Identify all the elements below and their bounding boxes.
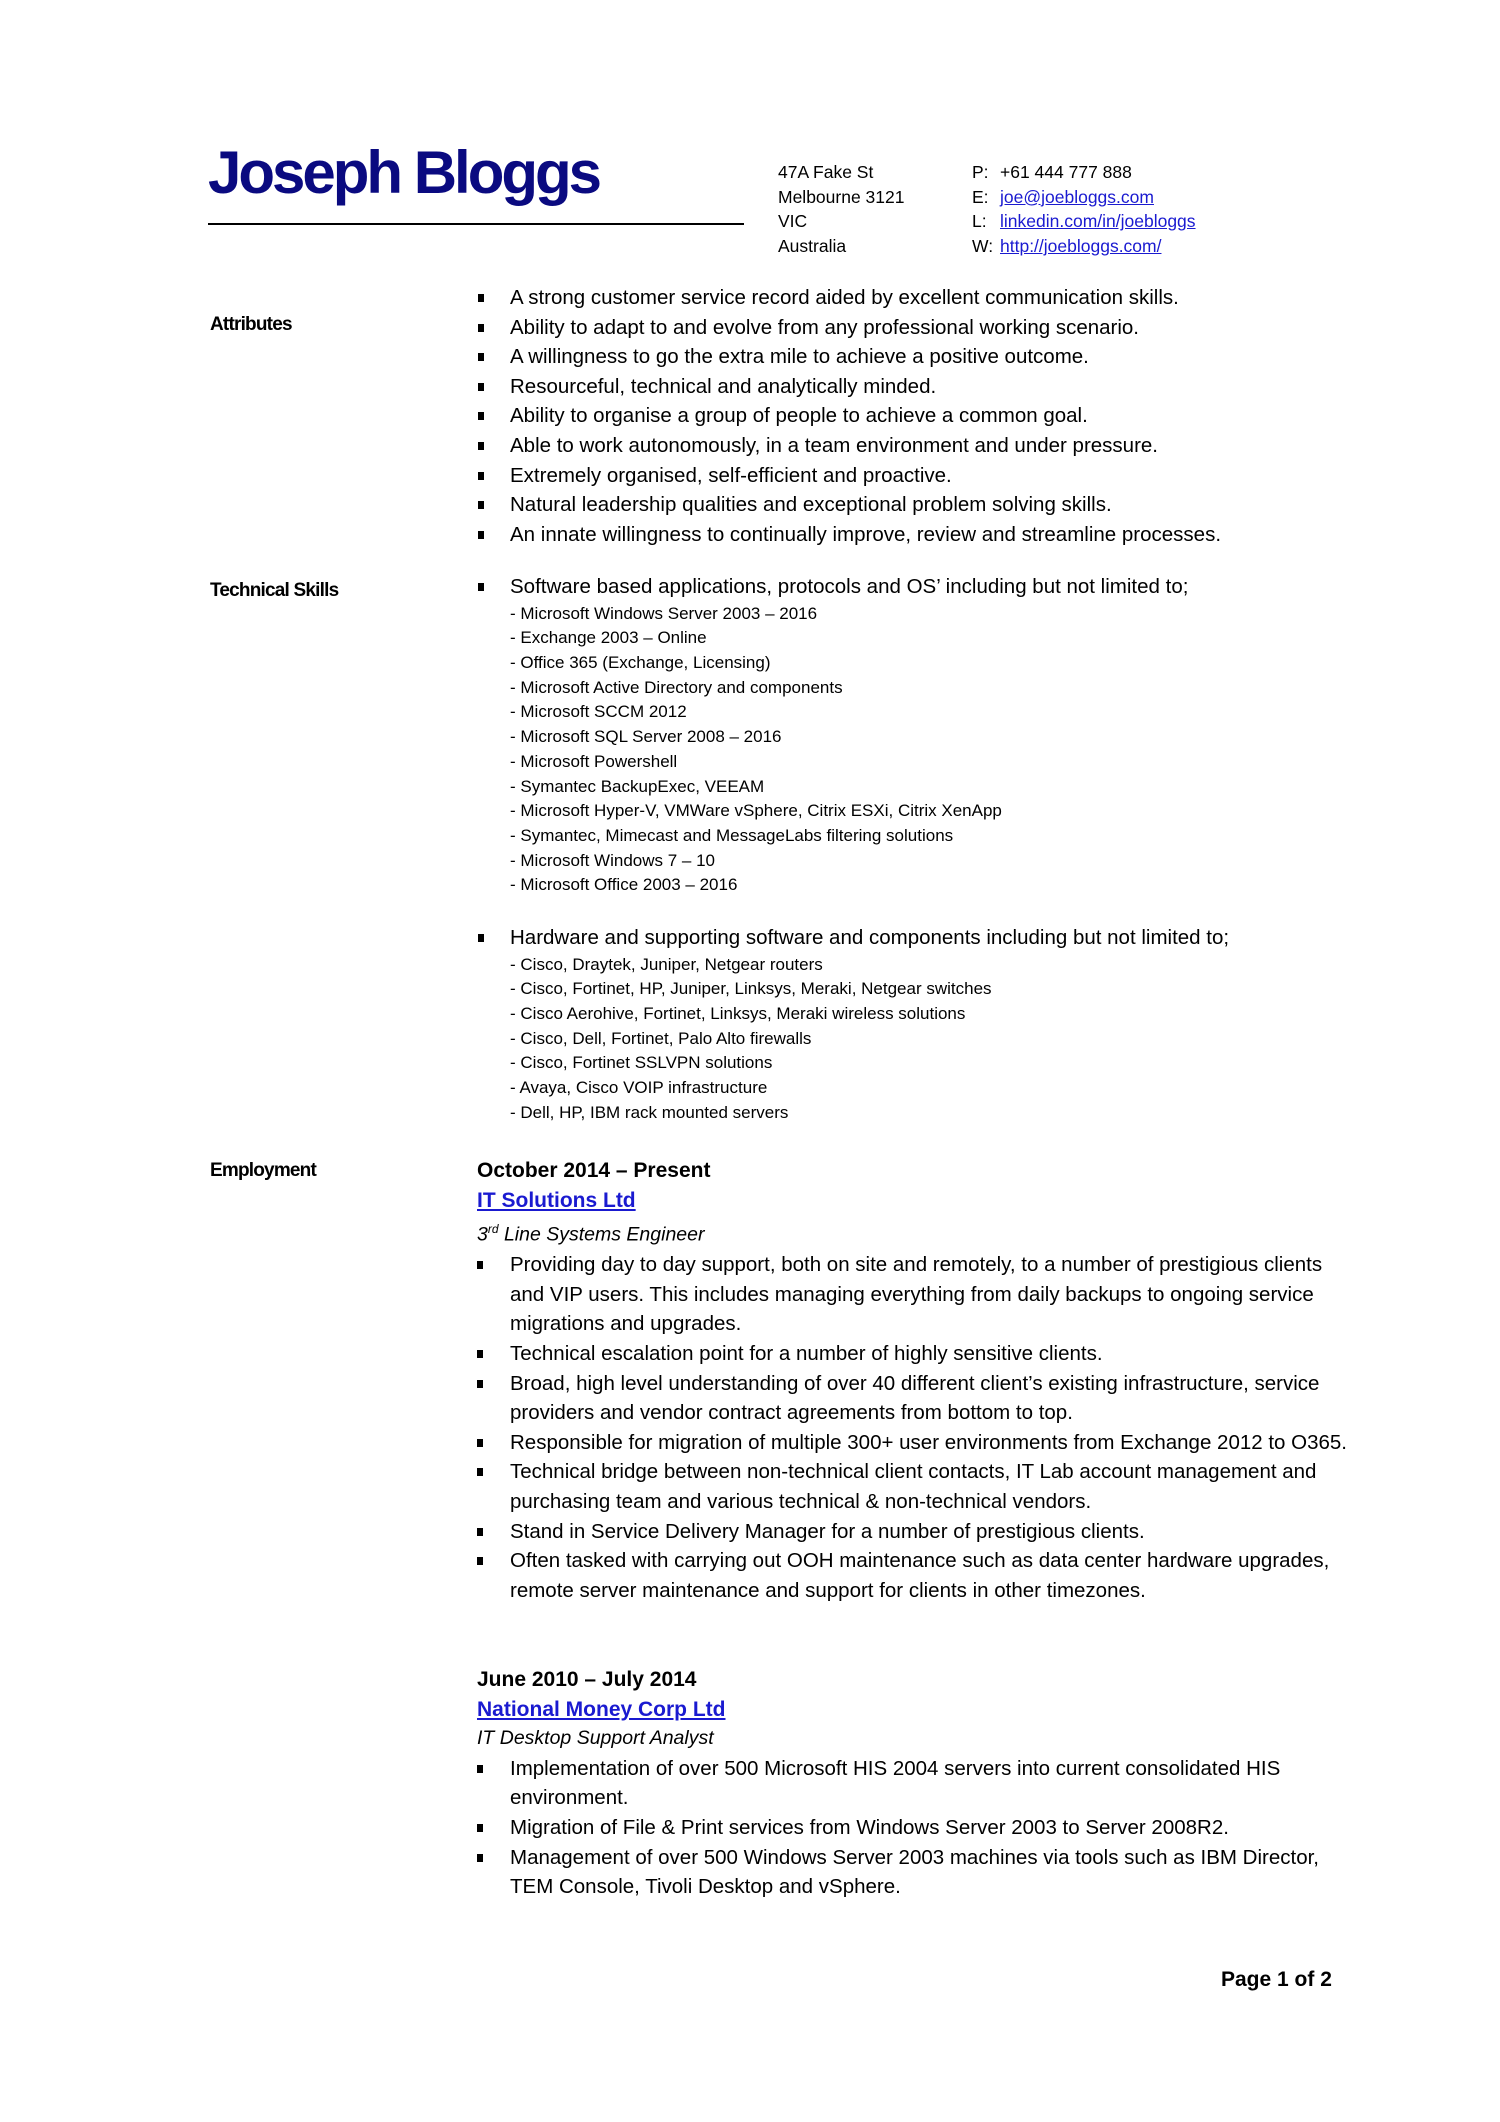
- skill-item: - Symantec BackupExec, VEEAM: [510, 776, 765, 796]
- job-entry: [477, 1665, 1357, 1902]
- skill-item: - Cisco, Draytek, Juniper, Netgear routers: [510, 954, 823, 974]
- job-duty-text: Stand in Service Delivery Manager for a number of prestigious clients.: [510, 1519, 1145, 1543]
- bullet-icon: [478, 353, 484, 361]
- bullet-icon: [477, 1854, 483, 1862]
- attribute-item: [478, 372, 1221, 402]
- phone-value: +61 444 777 888: [1000, 162, 1132, 182]
- attribute-text: A strong customer service record aided by excellent communication skills.: [510, 286, 1179, 309]
- job-duty: [477, 1250, 1357, 1339]
- attribute-item: [478, 520, 1221, 550]
- attribute-text: Ability to adapt to and evolve from any professional working scenario.: [510, 315, 1140, 339]
- job-title-rest: Line Systems Engineer: [498, 1223, 705, 1246]
- section-label-attributes: Attributes: [210, 314, 292, 335]
- section-label-employment: Employment: [210, 1160, 317, 1181]
- skill-group: [478, 572, 1188, 898]
- attribute-text: Ability to organise a group of people to achieve a common goal.: [510, 404, 1088, 428]
- bullet-icon: [477, 1824, 483, 1832]
- skill-group: [478, 923, 1229, 1126]
- address-line: 47A Fake St: [778, 162, 874, 182]
- website-link[interactable]: http://joebloggs.com/: [1000, 236, 1162, 257]
- job-duty: [477, 1546, 1357, 1605]
- attribute-text: Extremely organised, self-efficient and proactive.: [510, 463, 952, 487]
- job-entry: [477, 1156, 1357, 1605]
- attribute-item: [478, 283, 1221, 313]
- bullet-icon: [478, 324, 484, 332]
- skill-item: - Cisco, Fortinet, HP, Juniper, Linksys, Meraki, Netgear switches: [510, 979, 992, 999]
- bullet-icon: [478, 472, 484, 480]
- bullet-icon: [477, 1557, 483, 1565]
- bullet-icon: [477, 1765, 483, 1773]
- bullet-icon: [477, 1439, 483, 1447]
- job-duty: [477, 1813, 1357, 1843]
- bullet-icon: [478, 383, 484, 391]
- skill-item: - Microsoft Office 2003 – 2016: [510, 875, 738, 895]
- attribute-item: [478, 461, 1221, 491]
- job-title-text: 3: [477, 1223, 488, 1246]
- page-number: Page 1 of 2: [1221, 1968, 1332, 1991]
- attribute-text: Natural leadership qualities and exceptional problem solving skills.: [510, 493, 1112, 517]
- contact-email: [972, 185, 1196, 210]
- skill-item: - Symantec, Mimecast and MessageLabs filtering solutions: [510, 825, 954, 845]
- attribute-item: [478, 490, 1221, 520]
- contact-key: L:: [972, 211, 987, 232]
- skill-group-heading: [478, 923, 1229, 953]
- job-duty-text: Management of over 500 Windows Server 2003 machines via tools such as IBM Director, TEM Console, Tivoli Desktop and vSphere.: [510, 1845, 1319, 1899]
- job-title: [477, 1724, 1357, 1754]
- job-duty-text: Implementation of over 500 Microsoft HIS 2004 servers into current consolidated HIS environment.: [510, 1756, 1281, 1810]
- bullet-icon: [477, 1261, 483, 1269]
- attributes-list: [478, 283, 1221, 549]
- bullet-icon: [478, 934, 484, 942]
- skill-item: - Microsoft Windows Server 2003 – 2016: [510, 603, 818, 623]
- skill-group-heading-text: Hardware and supporting software and components including but not limited to;: [510, 926, 1230, 949]
- bullet-icon: [478, 442, 484, 450]
- skill-item: - Microsoft Hyper-V, VMWare vSphere, Citrix ESXi, Citrix XenApp: [510, 801, 1002, 821]
- bullet-icon: [478, 412, 484, 420]
- attribute-text: Resourceful, technical and analytically minded.: [510, 374, 937, 398]
- job-duty-text: Migration of File & Print services from Windows Server 2003 to Server 2008R2.: [510, 1815, 1229, 1839]
- attribute-item: [478, 342, 1221, 372]
- skill-group-heading: [478, 572, 1188, 602]
- email-link[interactable]: joe@joebloggs.com: [1000, 186, 1154, 207]
- contact-phone: [972, 160, 1196, 185]
- company-link[interactable]: IT Solutions Ltd: [477, 1188, 636, 1212]
- skill-group-heading-text: Software based applications, protocols and OS’ including but not limited to;: [510, 575, 1189, 598]
- job-title: [477, 1215, 1357, 1250]
- bullet-icon: [478, 531, 484, 539]
- skill-item: - Dell, HP, IBM rack mounted servers: [510, 1102, 789, 1122]
- job-dates: October 2014 – Present: [477, 1159, 711, 1182]
- skill-item: - Cisco, Fortinet SSLVPN solutions: [510, 1053, 773, 1073]
- attribute-text: Able to work autonomously, in a team environment and under pressure.: [510, 433, 1159, 457]
- job-duty-text: Providing day to day support, both on site and remotely, to a number of prestigious clients and VIP users. This includes managing everything from daily backups to ongoing service migrations and upgrades.: [510, 1253, 1323, 1336]
- address-block: [778, 160, 904, 259]
- attribute-item: [478, 313, 1221, 343]
- linkedin-link[interactable]: linkedin.com/in/joebloggs: [1000, 211, 1196, 232]
- contact-key: P:: [972, 162, 989, 182]
- contact-website: [972, 234, 1196, 259]
- bullet-icon: [478, 583, 484, 591]
- job-duty: [477, 1457, 1357, 1516]
- section-label-technical-skills: Technical Skills: [210, 580, 339, 601]
- job-duty: [477, 1339, 1357, 1369]
- bullet-icon: [477, 1528, 483, 1536]
- attribute-text: An innate willingness to continually improve, review and streamline processes.: [510, 522, 1222, 546]
- contact-key: E:: [972, 186, 989, 207]
- candidate-name: Joseph Bloggs: [208, 139, 600, 206]
- job-title-ordinal: rd: [487, 1222, 499, 1237]
- skill-item: - Office 365 (Exchange, Licensing): [510, 653, 771, 672]
- skill-item: - Microsoft Powershell: [510, 751, 678, 771]
- job-duty: [477, 1517, 1357, 1547]
- address-line: VIC: [778, 211, 808, 232]
- skill-item: - Microsoft Windows 7 – 10: [510, 850, 716, 870]
- bullet-icon: [477, 1468, 483, 1476]
- bullet-icon: [477, 1350, 483, 1358]
- job-title-text: IT Desktop Support Analyst: [477, 1727, 714, 1750]
- job-dates: June 2010 – July 2014: [477, 1668, 697, 1691]
- job-duty: [477, 1843, 1357, 1902]
- job-duty-text: Often tasked with carrying out OOH maintenance such as data center hardware upgrades, remote server maintenance and support for clients in other timezones.: [510, 1549, 1330, 1602]
- job-duty-text: Broad, high level understanding of over 40 different client’s existing infrastructure, service providers and vendor contract agreements from bottom to top.: [510, 1371, 1320, 1425]
- contact-block: [972, 160, 1196, 259]
- job-duty-text: Technical bridge between non-technical client contacts, IT Lab account management and purchasing team and various technical & non-technical vendors.: [510, 1460, 1317, 1514]
- skill-item: - Avaya, Cisco VOIP infrastructure: [510, 1078, 768, 1098]
- company-link[interactable]: National Money Corp Ltd: [477, 1697, 726, 1721]
- skill-item: - Microsoft SCCM 2012: [510, 702, 687, 722]
- skill-item: - Microsoft SQL Server 2008 – 2016: [510, 727, 782, 747]
- job-duties: [477, 1754, 1357, 1902]
- skill-item: - Cisco Aerohive, Fortinet, Linksys, Meraki wireless solutions: [510, 1004, 966, 1023]
- skill-item: - Exchange 2003 – Online: [510, 628, 707, 648]
- contact-linkedin: [972, 209, 1196, 234]
- skill-item: - Cisco, Dell, Fortinet, Palo Alto firewalls: [510, 1028, 812, 1048]
- contact-key: W:: [972, 236, 994, 257]
- bullet-icon: [478, 294, 484, 302]
- job-duty-text: Responsible for migration of multiple 300+ user environments from Exchange 2012 to O365.: [510, 1430, 1347, 1454]
- address-line: Melbourne 3121: [778, 186, 905, 207]
- header-divider: [208, 223, 744, 225]
- job-duty: [477, 1428, 1357, 1458]
- attribute-text: A willingness to go the extra mile to achieve a positive outcome.: [510, 345, 1089, 369]
- bullet-icon: [477, 1380, 483, 1388]
- job-duty: [477, 1754, 1357, 1813]
- attribute-item: [478, 431, 1221, 461]
- skill-item: - Microsoft Active Directory and components: [510, 677, 843, 697]
- job-duty-text: Technical escalation point for a number of highly sensitive clients.: [510, 1342, 1103, 1366]
- address-line: Australia: [778, 236, 847, 257]
- job-duties: [477, 1250, 1357, 1605]
- bullet-icon: [478, 501, 484, 509]
- attribute-item: [478, 401, 1221, 431]
- job-duty: [477, 1369, 1357, 1428]
